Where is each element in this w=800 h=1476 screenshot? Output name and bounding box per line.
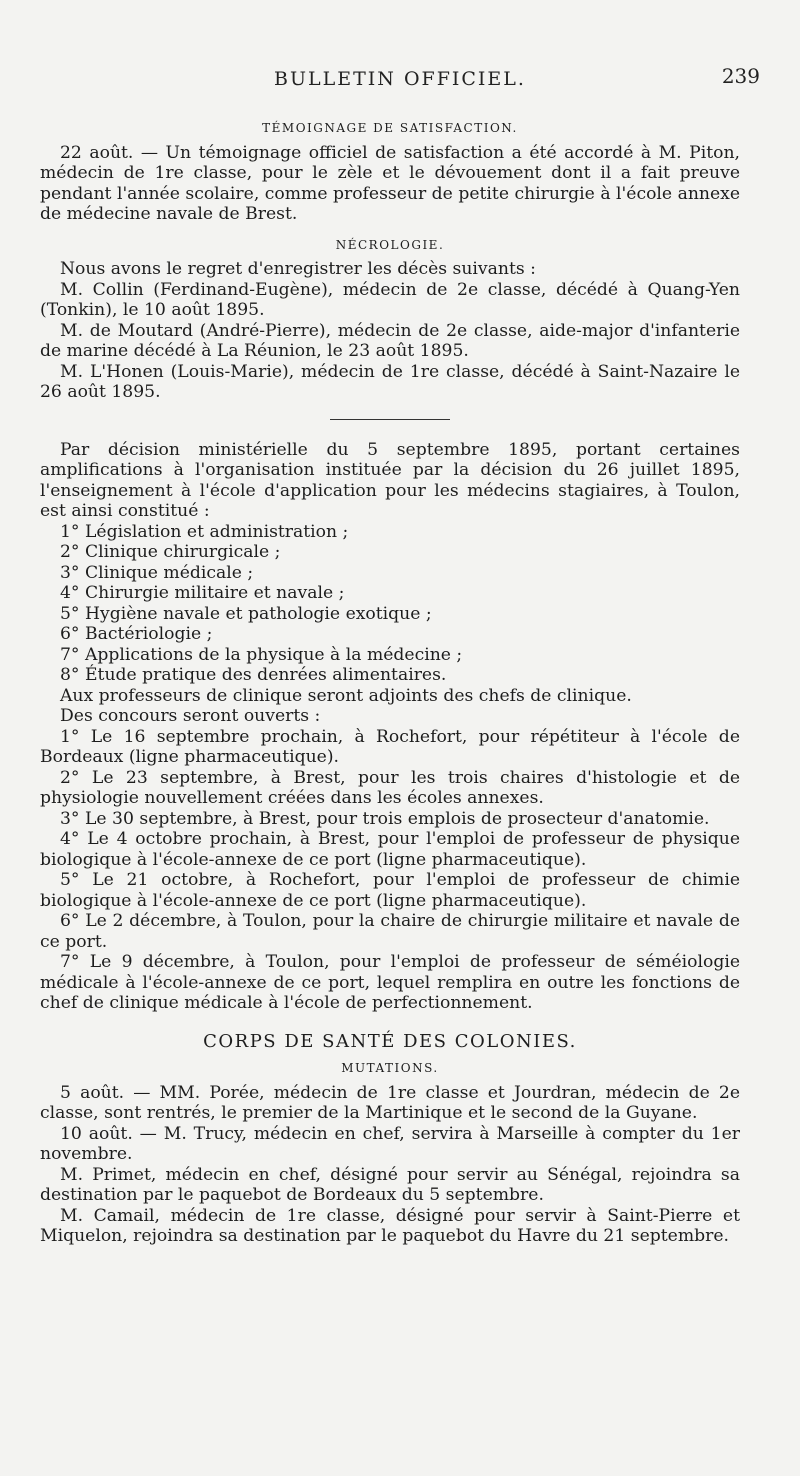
course-item: 6° Bactériologie ; — [60, 624, 213, 644]
concours-item: 4° Le 4 octobre prochain, à Brest, pour l'emploi de professeur de physique biologique à l'école-annexe de ce port (ligne pharmaceutique). — [40, 829, 740, 870]
necrologie-item: M. Collin (Ferdinand-Eugène), médecin de 2e classe, décédé à Quang-Yen (Tonkin), le 10 août 1895. — [40, 279, 740, 320]
page-number: 239 — [721, 64, 760, 88]
course-item: 4° Chirurgie militaire et navale ; — [60, 583, 345, 603]
courses-list — [40, 522, 740, 686]
separator-rule — [330, 419, 450, 420]
concours-item: 3° Le 30 septembre, à Brest, pour trois emplois de prosecteur d'anatomie. — [60, 808, 710, 829]
concours-item: 5° Le 21 octobre, à Rochefort, pour l'emploi de professeur de chimie biologique à l'école-annexe de ce port (ligne pharmaceutique). — [40, 870, 740, 911]
mutation-paragraph: 10 août. — M. Trucy, médecin en chef, servira à Marseille à compter du 1er novembre. — [40, 1123, 740, 1164]
course-item: 8° Étude pratique des denrées alimentaires. — [60, 665, 447, 685]
temoignage-paragraph: 22 août. — Un témoignage officiel de satisfaction a été accordé à M. Piton, médecin de 1re classe, pour le zèle et le dévouement dont il a fait preuve pendant l'année scolaire, comme professeur de petite chirurgie à l'école annexe de médecine navale de Brest. — [40, 142, 740, 224]
running-title: BULLETIN OFFICIEL. — [274, 68, 526, 90]
decision-intro: Par décision ministérielle du 5 septembre 1895, portant certaines amplifications à l'organisation instituée par la décision du 26 juillet 1895, l'enseignement à l'école d'application pour les médecins stagiaires, à Toulon, est ainsi constitué : — [40, 439, 740, 521]
mutation-paragraph: M. Camail, médecin de 1re classe, désigné pour servir à Saint-Pierre et Miquelon, rejoindra sa destination par le paquebot du Havre du 21 septembre. — [40, 1205, 740, 1246]
mutation-paragraph: 5 août. — MM. Porée, médecin de 1re classe et Jourdran, médecin de 2e classe, sont rentrés, le premier de la Martinique et le second de la Guyane. — [40, 1082, 740, 1123]
necrologie-intro: Nous avons le regret d'enregistrer les décès suivants : — [60, 259, 536, 279]
mutation-paragraph: M. Primet, médecin en chef, désigné pour servir au Sénégal, rejoindra sa destination par le paquebot de Bordeaux du 5 septembre. — [40, 1164, 740, 1205]
concours-item: 1° Le 16 septembre prochain, à Rochefort, pour répétiteur à l'école de Bordeaux (ligne pharmaceutique). — [40, 726, 740, 767]
course-item: 3° Clinique médicale ; — [60, 562, 254, 583]
concours-item: 6° Le 2 décembre, à Toulon, pour la chaire de chirurgie militaire et navale de ce port. — [40, 911, 740, 952]
concours-item: 2° Le 23 septembre, à Brest, pour les trois chaires d'histologie et de physiologie nouvellement créées dans les écoles annexes. — [40, 767, 740, 808]
concours-item: 7° Le 9 décembre, à Toulon, pour l'emploi de professeur de séméiologie médicale à l'école-annexe de ce port, lequel remplira en outre les fonctions de chef de clinique médicale à l'école de perfectionnement. — [40, 952, 740, 1013]
course-item: 2° Clinique chirurgicale ; — [60, 542, 281, 562]
course-item: 1° Législation et administration ; — [60, 521, 349, 542]
professors-note: Aux professeurs de clinique seront adjoints des chefs de clinique. — [60, 685, 632, 706]
section-title-necrologie: NÉCROLOGIE. — [335, 237, 445, 252]
concours-intro: Des concours seront ouverts : — [60, 706, 321, 726]
page-header — [40, 58, 760, 98]
necrologie-item: M. de Moutard (André-Pierre), médecin de 2e classe, aide-major d'infanterie de marine décédé à La Réunion, le 23 août 1895. — [40, 320, 740, 361]
page-content — [40, 112, 740, 1247]
necrologie-item: M. L'Honen (Louis-Marie), médecin de 1re classe, décédé à Saint-Nazaire le 26 août 1895. — [40, 361, 740, 402]
section-subtitle-mutations: MUTATIONS. — [341, 1061, 439, 1075]
section-title-corps: CORPS DE SANTÉ DES COLONIES. — [203, 1030, 577, 1052]
course-item: 7° Applications de la physique à la médecine ; — [60, 644, 463, 665]
course-item: 5° Hygiène navale et pathologie exotique ; — [60, 603, 432, 624]
section-title-temoignage: TÉMOIGNAGE DE SATISFACTION. — [262, 121, 518, 135]
